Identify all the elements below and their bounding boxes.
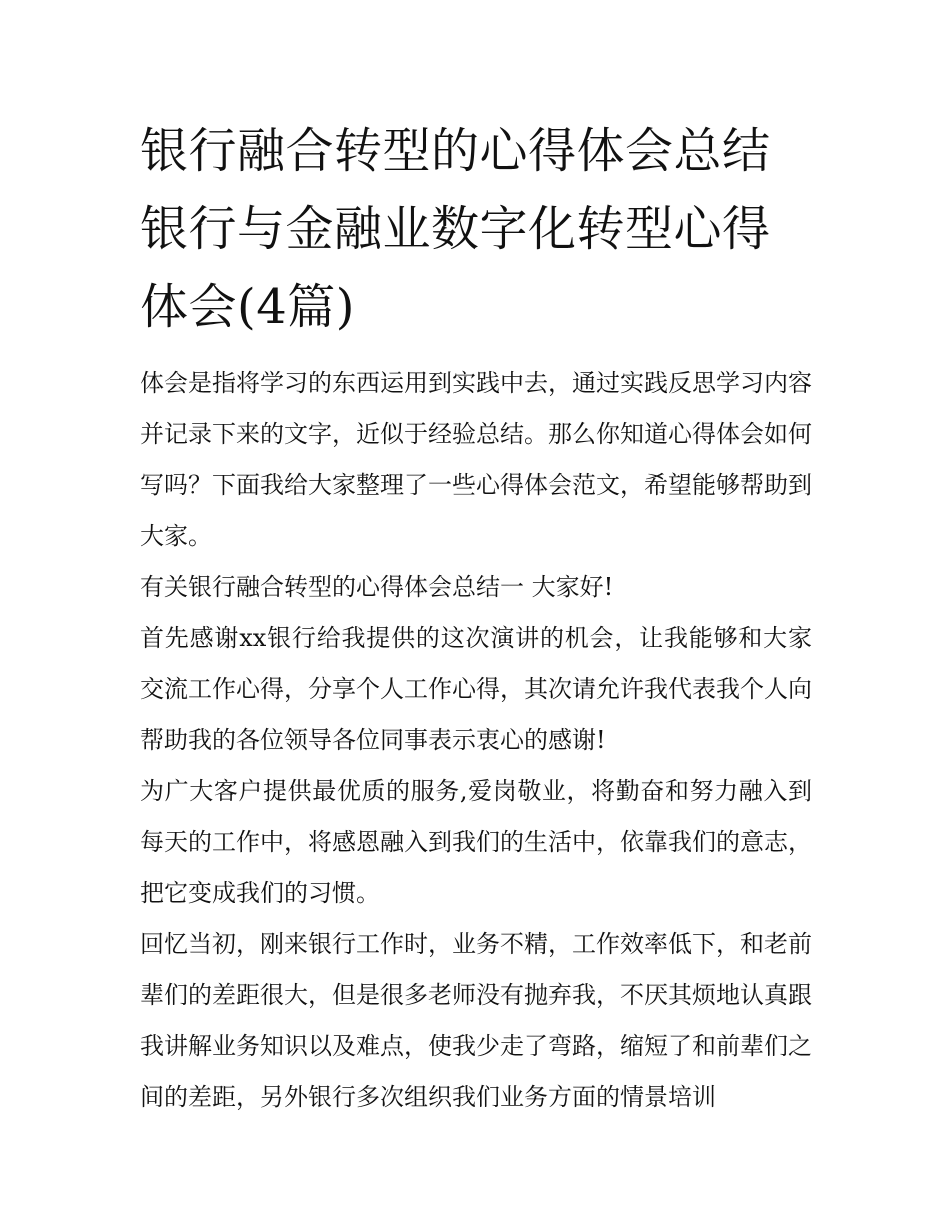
title-block [140,112,812,346]
document-page [140,112,812,1123]
section-heading-paragraph: 有关银行融合转型的心得体会总结一 大家好! [140,573,614,601]
body-paragraph-service: 为广大客户提供最优质的服务,爱岗敬业，将勤奋和努力融入到每天的工作中，将感恩融入到我们的生活中，依靠我们的意志，把它变成我们的习惯。 [140,777,812,907]
document-title: 银行融合转型的心得体会总结银行与金融业数字化转型心得体会(4篇) [140,123,771,335]
document-body [140,358,812,1123]
intro-paragraph: 体会是指将学习的东西运用到实践中去，通过实践反思学习内容并记录下来的文字，近似于经验总结。那么你知道心得体会如何写吗？下面我给大家整理了一些心得体会范文，希望能够帮助到大家。 [140,369,812,550]
body-paragraph-memory: 回忆当初，刚来银行工作时，业务不精，工作效率低下，和老前辈们的差距很大，但是很多老师没有抛弃我，不厌其烦地认真跟我讲解业务知识以及难点，使我少走了弯路，缩短了和前辈们之间的差距，另外银行多次组织我们业务方面的情景培训 [140,930,812,1111]
body-paragraph-thanks: 首先感谢xx银行给我提供的这次演讲的机会，让我能够和大家交流工作心得，分享个人工作心得，其次请允许我代表我个人向帮助我的各位领导各位同事表示衷心的感谢! [140,624,812,754]
